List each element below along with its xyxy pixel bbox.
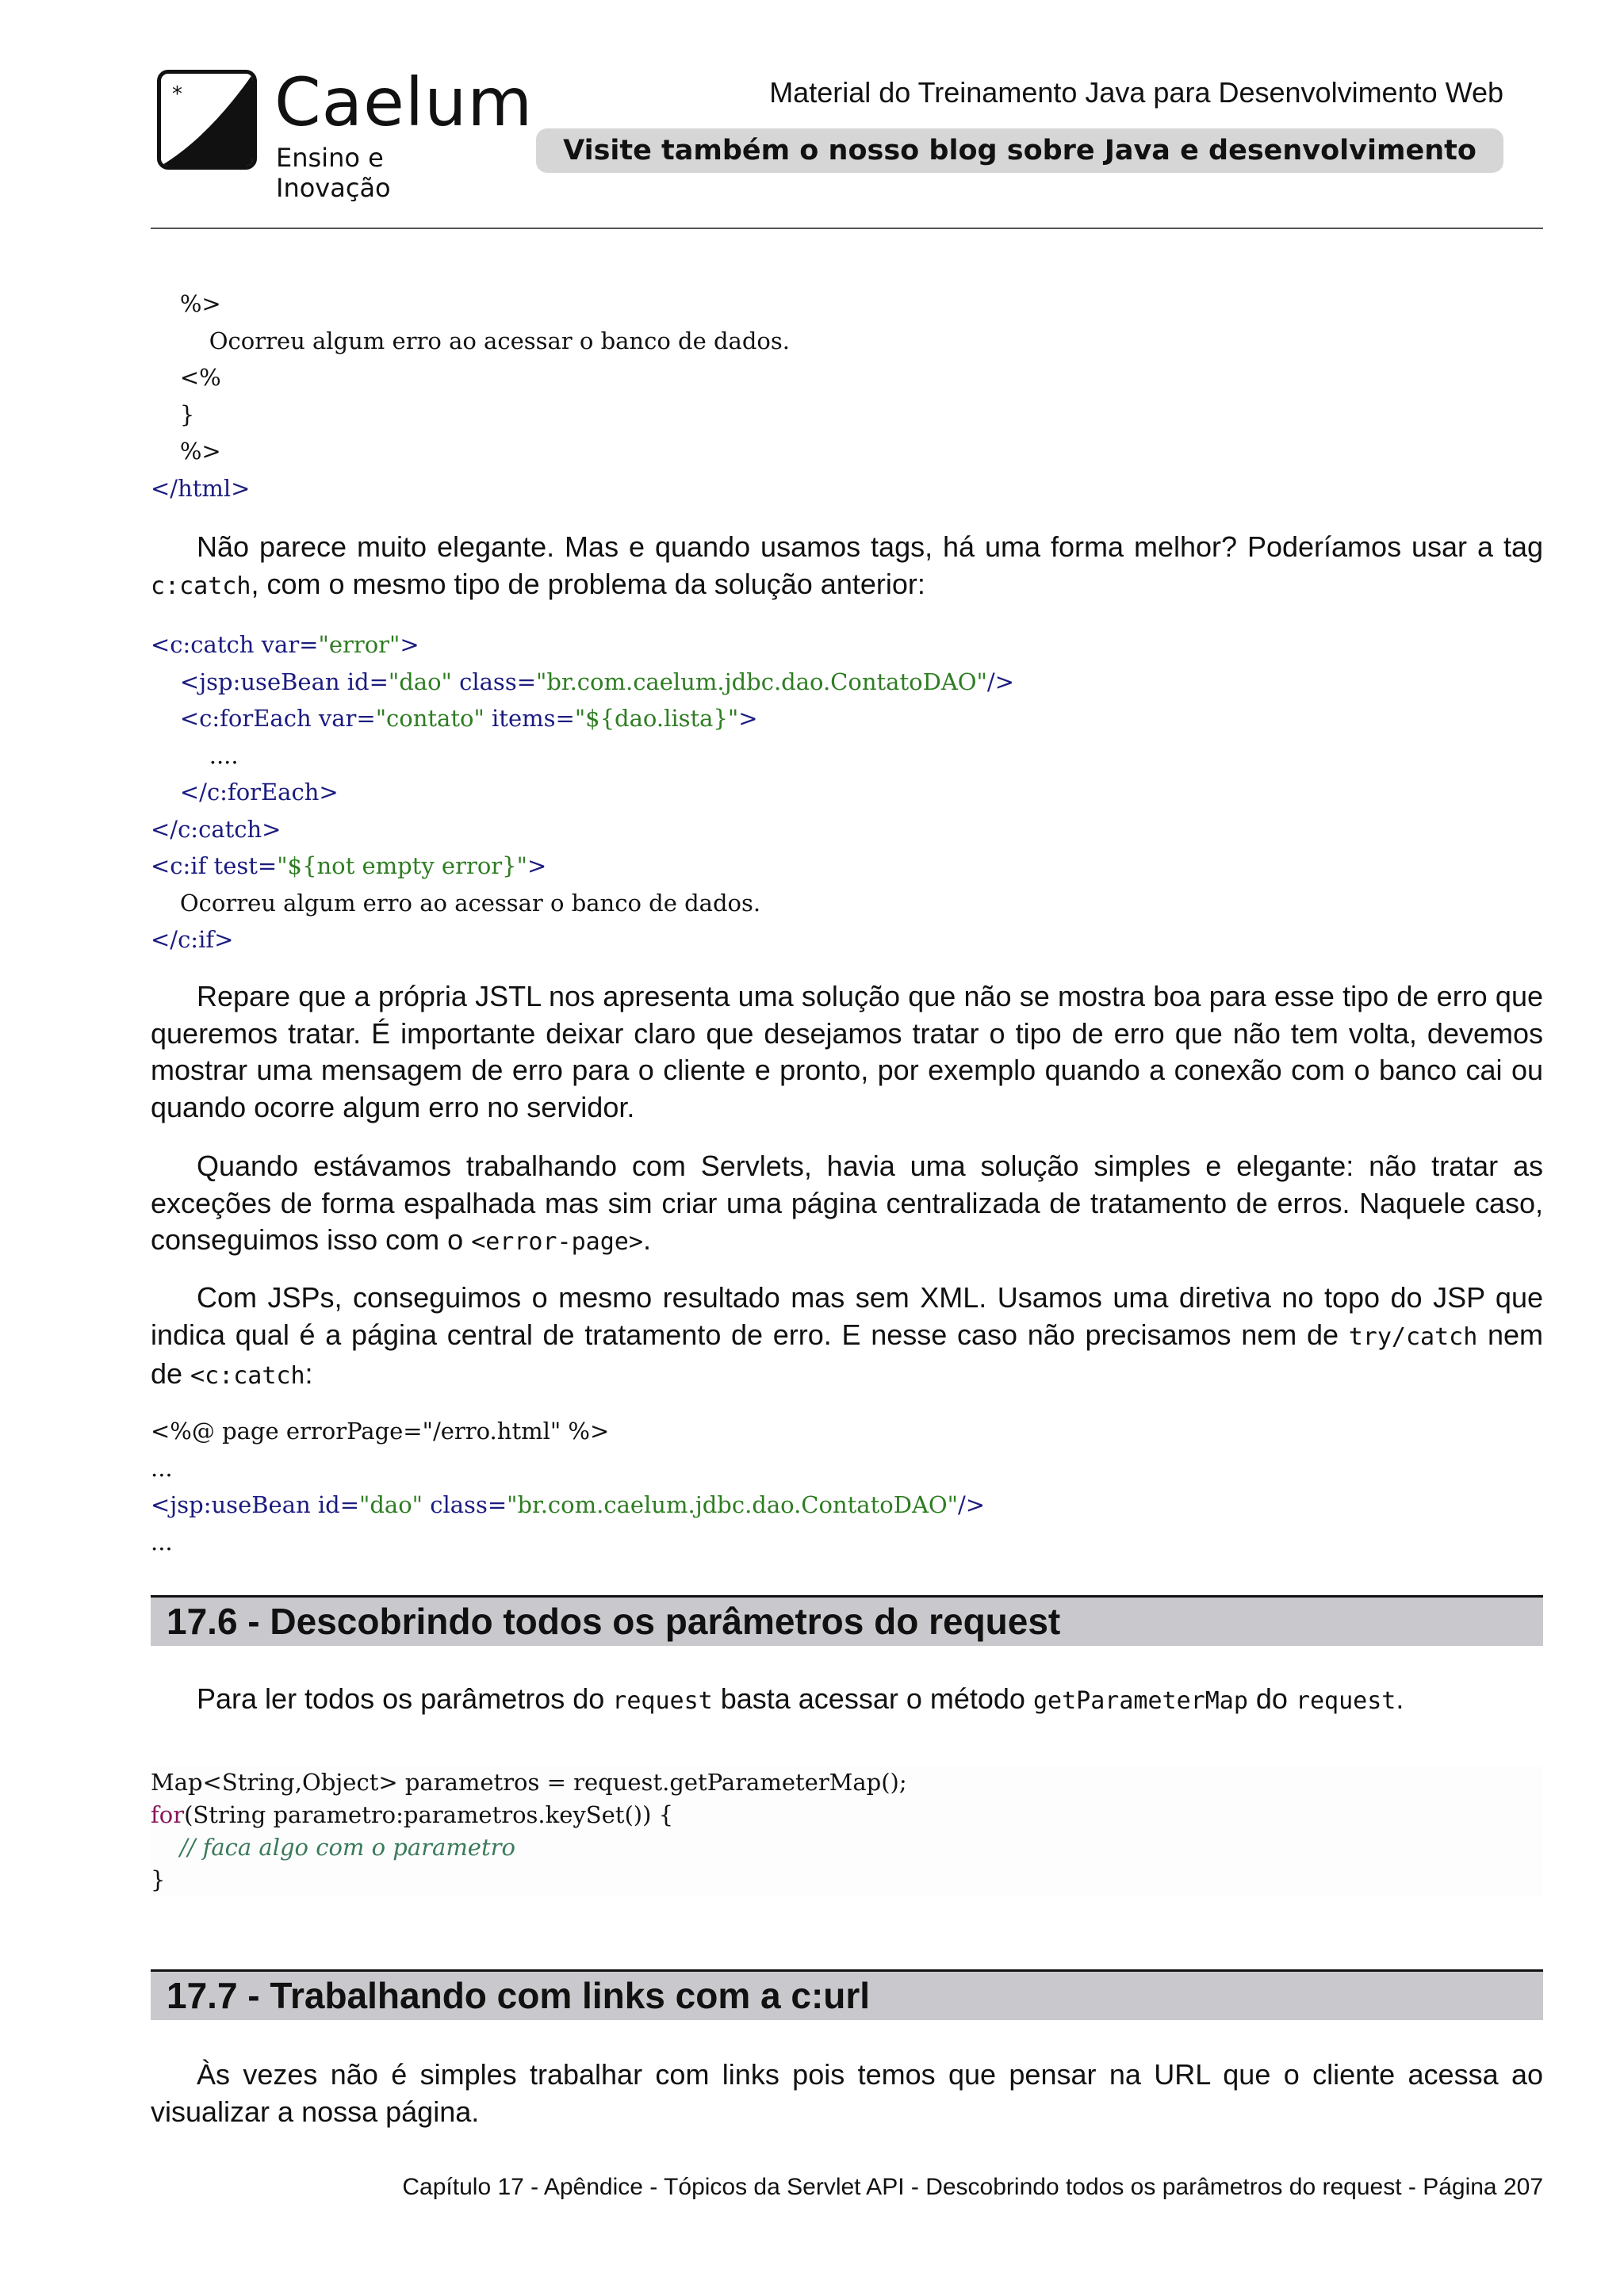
inline-code: request bbox=[612, 1687, 713, 1715]
logo-tagline: Ensino e Inovação bbox=[276, 143, 391, 203]
code-token: "br.com.caelum.jdbc.dao.ContatoDAO" bbox=[536, 668, 987, 695]
code-token: /> bbox=[986, 668, 1014, 695]
code-token: class= bbox=[423, 1491, 508, 1518]
code-token: > bbox=[738, 705, 758, 732]
code-token: > bbox=[527, 852, 547, 879]
code-token: <jsp:useBean bbox=[151, 668, 347, 695]
paragraph-text: Às vezes não é simples trabalhar com links pois temos que pensar na URL que o cliente acessa ao visualizar a nossa página. bbox=[151, 2058, 1543, 2128]
code-token: <c:if bbox=[151, 852, 214, 879]
code-token: "contato" bbox=[375, 705, 485, 732]
code-line: %> bbox=[151, 438, 221, 465]
code-line: .... bbox=[151, 741, 239, 769]
code-line: } bbox=[151, 1866, 166, 1893]
paragraph-text: nem de bbox=[151, 1318, 1543, 1390]
page-footer: Capítulo 17 - Apêndice - Tópicos da Servlet API - Descobrindo todos os parâmetros do request - Página 207 bbox=[402, 2174, 1543, 2200]
svg-text:*: * bbox=[172, 82, 182, 106]
code-block-1 bbox=[151, 285, 790, 507]
code-token: id= bbox=[317, 1491, 360, 1518]
code-line: %> bbox=[151, 290, 221, 317]
code-token: var= bbox=[318, 705, 376, 732]
code-token: (String parametro:parametros.keySet()) { bbox=[184, 1801, 674, 1828]
inline-code: getParameterMap bbox=[1032, 1687, 1248, 1715]
logo-name: Caelum bbox=[274, 63, 534, 141]
code-comment: // faca algo com o parametro bbox=[151, 1834, 515, 1861]
caelum-logo bbox=[157, 63, 534, 203]
paragraph-text: . bbox=[1396, 1682, 1404, 1715]
code-line: </c:forEach> bbox=[151, 779, 339, 806]
code-token: items= bbox=[484, 705, 575, 732]
code-token: id= bbox=[347, 668, 389, 695]
code-token: "dao" bbox=[388, 668, 452, 695]
blog-banner-link[interactable]: Visite também o nosso blog sobre Java e desenvolvimento bbox=[536, 128, 1503, 173]
code-block-3 bbox=[151, 1413, 985, 1560]
code-token: "dao" bbox=[359, 1491, 423, 1518]
paragraph bbox=[151, 529, 1543, 605]
paragraph bbox=[151, 1280, 1543, 1395]
code-line: </c:catch> bbox=[151, 815, 282, 843]
code-token: "${not empty error}" bbox=[277, 852, 527, 879]
code-line: Map<String,Object> parametros = request.getParameterMap(); bbox=[151, 1769, 907, 1796]
header-divider bbox=[151, 228, 1543, 229]
paragraph bbox=[151, 1681, 1543, 1720]
code-line: <% bbox=[151, 364, 221, 391]
code-token: /> bbox=[958, 1491, 986, 1518]
section-heading-17-7: 17.7 - Trabalhando com links com a c:url bbox=[151, 1969, 1543, 2020]
inline-code: c:catch bbox=[151, 572, 251, 600]
paragraph-text: do bbox=[1247, 1682, 1296, 1715]
code-token: <c:forEach bbox=[151, 705, 319, 732]
inline-code: <c:catch bbox=[190, 1362, 305, 1390]
code-block-2 bbox=[151, 626, 1014, 959]
logo-mark-icon bbox=[157, 70, 257, 170]
code-token: "error" bbox=[318, 631, 400, 658]
code-line: Ocorreu algum erro ao acessar o banco de dados. bbox=[151, 889, 761, 916]
paragraph bbox=[151, 1148, 1543, 1261]
code-token: <c:catch bbox=[151, 631, 262, 658]
paragraph-text: Quando estávamos trabalhando com Servlets, havia uma solução simples e elegante: não tratar as exceções de forma espalhada mas sim criar uma página centralizada de tratamento de erros. Naquele caso, conseguimos isso com o bbox=[151, 1150, 1543, 1256]
paragraph bbox=[151, 2057, 1543, 2130]
header-title: Material do Treinamento Java para Desenvolvimento Web bbox=[769, 76, 1503, 109]
paragraph-text: Não parece muito elegante. Mas e quando usamos tags, há uma forma melhor? Poderíamos usar a tag bbox=[197, 530, 1543, 563]
paragraph-text: Com JSPs, conseguimos o mesmo resultado mas sem XML. Usamos uma diretiva no topo do JSP que indica qual é a página central de tratamento de erro. E nesse caso não precisamos nem de bbox=[151, 1281, 1543, 1351]
code-token: "br.com.caelum.jdbc.dao.ContatoDAO" bbox=[507, 1491, 958, 1518]
inline-code: try/catch bbox=[1348, 1322, 1478, 1351]
paragraph bbox=[151, 978, 1543, 1126]
paragraph-text: basta acessar o método bbox=[712, 1682, 1033, 1715]
paragraph-text: , com o mesmo tipo de problema da solução anterior: bbox=[251, 567, 925, 600]
code-token: test= bbox=[213, 852, 278, 879]
code-token: > bbox=[400, 631, 419, 658]
code-line: <%@ page errorPage="/erro.html" %> bbox=[151, 1418, 610, 1445]
code-block-4 bbox=[151, 1766, 1543, 1896]
code-token: var= bbox=[261, 631, 319, 658]
section-heading-17-6: 17.6 - Descobrindo todos os parâmetros do request bbox=[151, 1595, 1543, 1646]
code-token: "${dao.lista}" bbox=[574, 705, 739, 732]
code-line: } bbox=[151, 400, 195, 428]
paragraph-text: Para ler todos os parâmetros do bbox=[197, 1682, 613, 1715]
code-token: for bbox=[151, 1801, 185, 1828]
code-line: Ocorreu algum erro ao acessar o banco de dados. bbox=[151, 327, 790, 354]
paragraph-text: : bbox=[304, 1357, 313, 1390]
code-token: class= bbox=[451, 668, 536, 695]
code-line: ... bbox=[151, 1528, 173, 1556]
inline-code: request bbox=[1295, 1687, 1396, 1715]
code-line: ... bbox=[151, 1454, 173, 1482]
code-line: </html> bbox=[151, 474, 251, 502]
paragraph-text: . bbox=[642, 1223, 651, 1256]
code-token: <jsp:useBean bbox=[151, 1491, 318, 1518]
paragraph-text: Repare que a própria JSTL nos apresenta uma solução que não se mostra boa para esse tipo de erro que queremos tratar. É importante deixar claro que desejamos tratar o tipo de erro que não tem volta, devemos mostrar uma mensagem de erro para o cliente e pronto, por exemplo quando a conexão com o banco cai ou quando ocorre algum erro no servidor. bbox=[151, 980, 1543, 1123]
inline-code: <error-page> bbox=[471, 1228, 643, 1256]
code-line: </c:if> bbox=[151, 926, 234, 953]
